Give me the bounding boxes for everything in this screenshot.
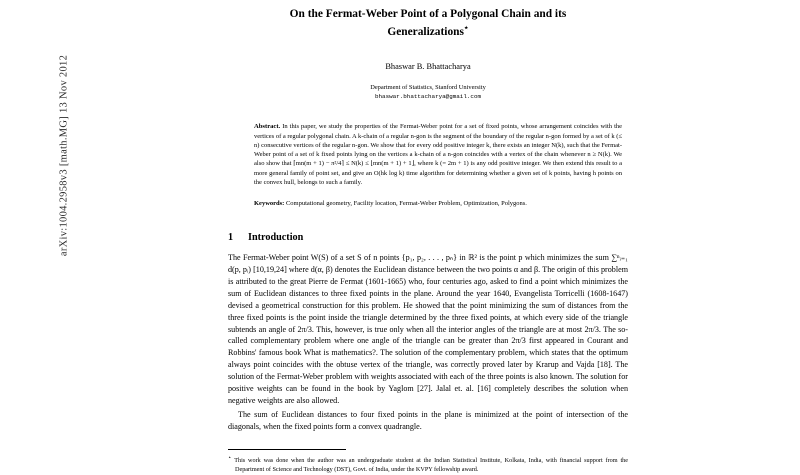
introduction-body: [228, 252, 628, 432]
title-footnote-marker: ⋆: [463, 22, 469, 32]
paper-content-column: [228, 0, 628, 475]
footnote-block: [228, 455, 628, 475]
author-email: bhaswar.bhattacharya@gmail.com: [374, 93, 482, 101]
abstract-text: In this paper, we study the properties of the Fermat-Weber point for a set of fixed points, whose arrangement coincides with the vertices of a regular polygonal chain. A k-chain of a regular n-gon is the segment of the boundary of the regular n-gon formed by a set of k (≤ n) consecutive vertices of the regular n-gon. We show that for every odd positive integer k, there exists an integer N(k), such that the Fermat-Weber point of a set of k fixed points lying on the vertices a k-chain of a n-gon coincides with a vertex of the chain whenever n ≥ N(k). We also show that ⌈mn(m + 1) − π²/4⌉ ≤ N(k) ≤ ⌊mn(m + 1) + 1⌋, where k (= 2m + 1) is any odd positive integer. We then extend this result to a more general family of point set, and give an O(hk log k) time algorithm for determining whether a given set of k points, having h points on the convex hull, belongs to such a family.: [254, 123, 623, 186]
footnote-separator-rule: [228, 449, 346, 450]
paper-title: [228, 6, 628, 40]
keywords-label: Keywords:: [254, 200, 285, 207]
footnote-text: This work was done when the author was an undergraduate student at the Indian Statistical Institute, Kolkata, India, with financial support from the Department of Science and Technology (DST), Govt. of India, under the KVPY fellowship award.: [234, 456, 628, 473]
abstract-label: Abstract.: [254, 123, 281, 131]
section-heading-introduction: [228, 232, 628, 243]
footnote-marker: ⋆: [228, 454, 232, 461]
abstract-block: [254, 122, 622, 187]
author-name: Bhaswar B. Bhattacharya: [385, 61, 471, 71]
paragraph-1: The Fermat-Weber point W(S) of a set S of n points {p₁, p₂, . . . , pₙ} in ℝ² is the point p which minimizes the sum ∑ⁿᵢ₌₁ d(p, pᵢ) [10,19,24] where d(α, β) denotes the Euclidean distance between the two points α and β. The origin of this problem is attributed to the great Pierre de Fermat (1601-1665) who, four centuries ago, asked to find a point which minimizes the sum of Euclidean distances to three fixed points in the plane. Around the year 1640, Evangelista Torricelli (1608-1647) devised a geometrical construction for this problem. He showed that the point minimizing the sum of distances from the three fixed points is the point inside the triangle determined by the three fixed points, at which every side of the triangle subtends an angle of 2π/3. This, however, is true only when all the interior angles of the triangle are at most 2π/3. The so-called complementary problem where one angle of the triangle can be greater than 2π/3 first appeared in Courant and Robbins' famous book What is mathematics?. The solution of the complementary problem, which states that the optimum always point coincides with the obtuse vertex of the triangle, was correctly proved later by Krarup and Vajda [18]. The solution of the Fermat-Weber problem with weights associated with each of the three points is also known. The solution for positive weights can be found in the book by Yaglom [27]. Jalal et. al. [16] completely describes the solution when negative weights are also allowed.: [228, 253, 628, 405]
keywords-block: [254, 199, 622, 208]
paper-title-line2: Generalizations: [387, 25, 464, 38]
arxiv-identifier-stamp: arXiv:1004.2958v3 [math.MG] 13 Nov 2012: [58, 54, 70, 257]
paper-title-line1: On the Fermat-Weber Point of a Polygonal Chain and its: [289, 8, 567, 20]
affiliation-line: Department of Statistics, Stanford University: [370, 83, 486, 91]
paragraph-2: The sum of Euclidean distances to four fixed points in the plane is minimized at the point of intersection of the diagonals, when the fixed points form a convex quadrangle.: [228, 409, 628, 431]
section-number: 1: [228, 232, 234, 244]
keywords-text: Computational geometry, Facility location, Fermat-Weber Problem, Optimization, Polygons.: [285, 200, 527, 207]
section-title: Introduction: [248, 232, 304, 244]
author-affiliation: [228, 83, 628, 102]
